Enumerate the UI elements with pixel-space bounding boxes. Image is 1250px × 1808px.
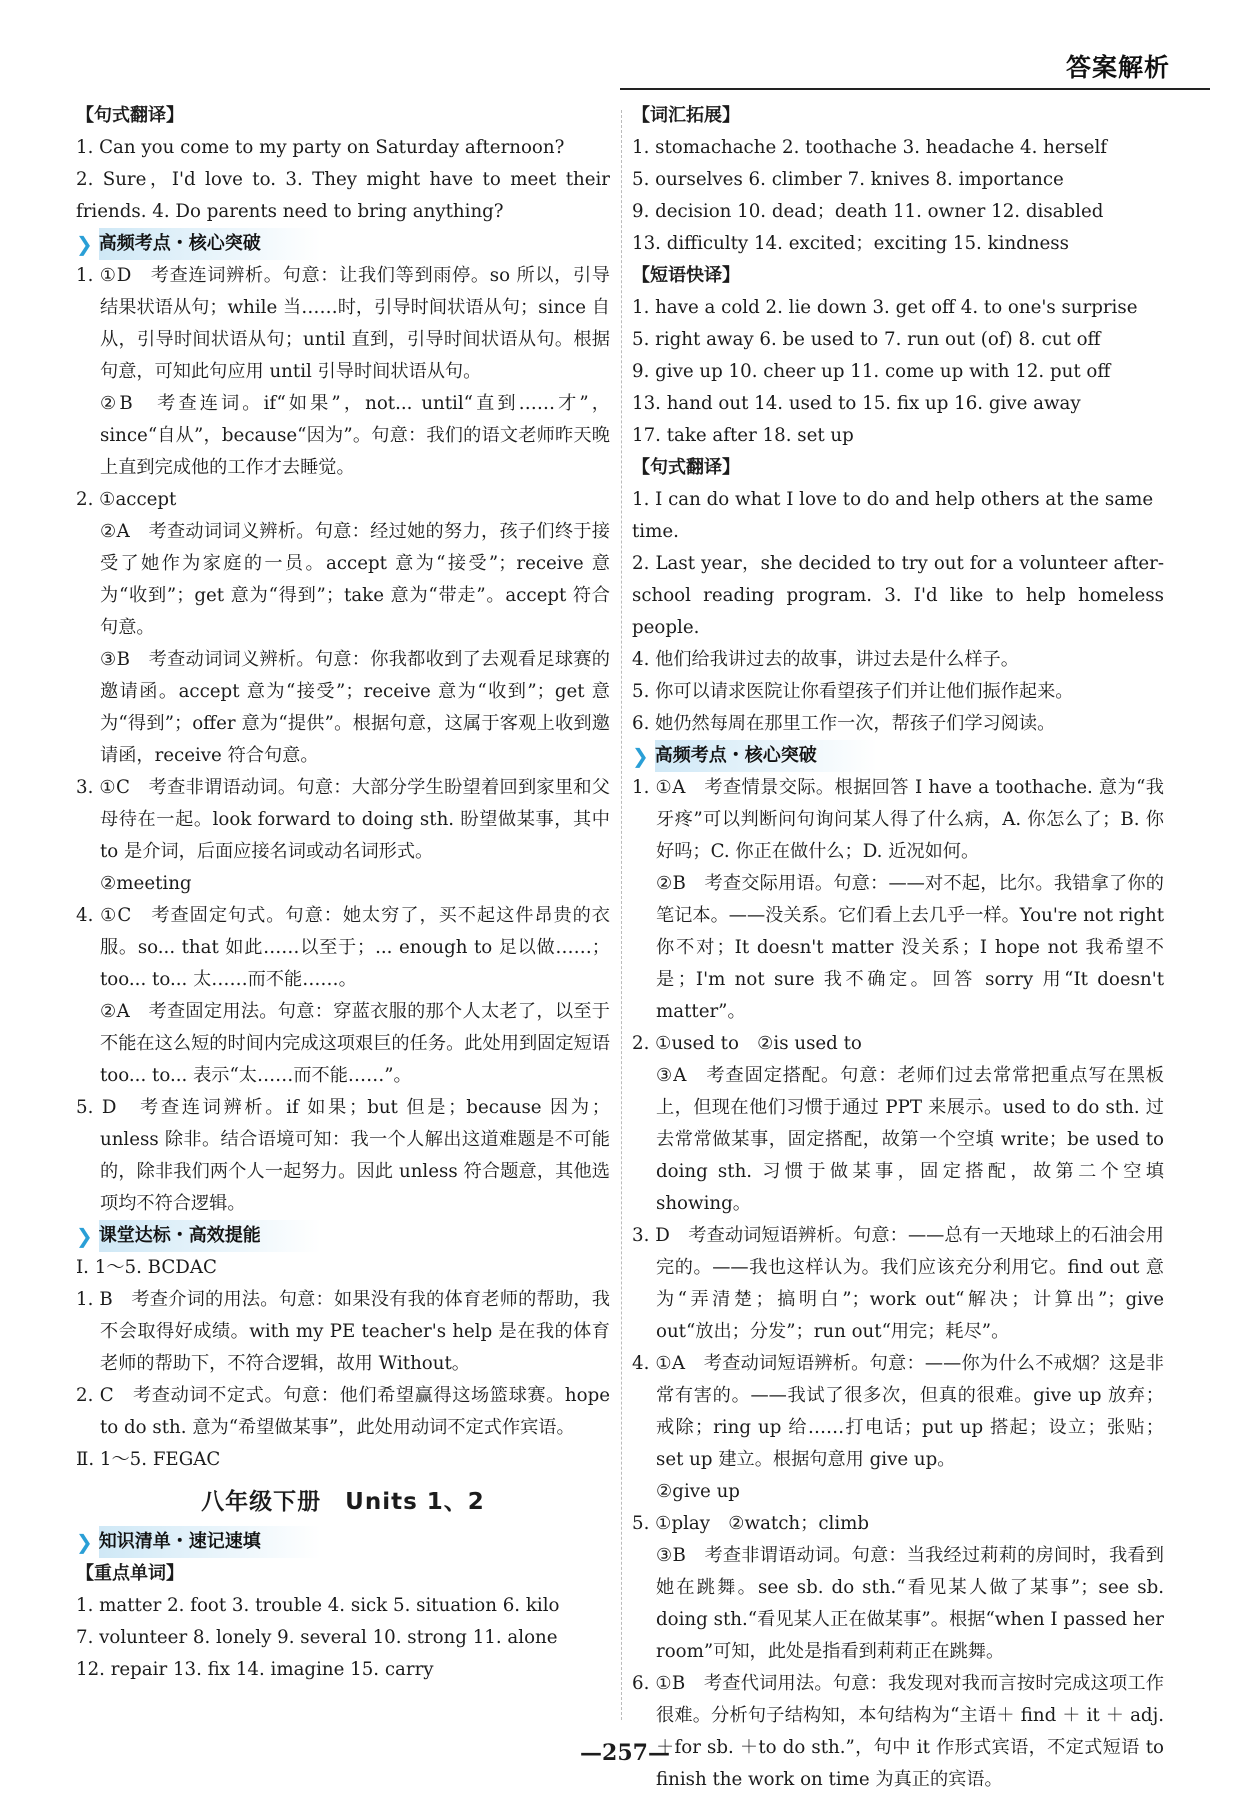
- answer-item: 2. C 考查动词不定式。句意：他们希望赢得这场篮球赛。hope to do sth. 意为“希望做某事”，此处用动词不定式作宾语。: [76, 1385, 610, 1438]
- answer-item: 6. ①B 考查代词用法。句意：我发现对我而言按时完成这项工作很难。分析句子结构知，本句结构为“主语＋ find ＋ it ＋ adj. ＋for sb. ＋to do sth.”，句中 it 作形式宾语，不定式短语 to finish the work on time 为真正的宾语。: [632, 1673, 1164, 1790]
- answer-line: 2. Sure，I'd love to. 3. They might have to meet their friends. 4. Do parents need to bring anything?: [76, 169, 610, 222]
- answer-item: ③A 考查固定搭配。句意：老师们过去常常把重点写在黑板上，但现在他们习惯于通过 PPT 来展示。used to do sth. 过去常常做某事，固定搭配，故第一个空填 write；be used to doing sth. 习惯于做某事，固定搭配，故第二个空填 showing。: [656, 1065, 1164, 1214]
- answer-line: 9. decision 10. dead；death 11. owner 12. disabled: [632, 201, 1104, 222]
- chevron-right-icon: ❯: [76, 1530, 93, 1554]
- answer-line: 17. take after 18. set up: [632, 425, 854, 446]
- answer-line: 4. 他们给我讲过去的故事，讲过去是什么样子。: [632, 649, 1019, 670]
- answer-line: 1. matter 2. foot 3. trouble 4. sick 5. situation 6. kilo: [76, 1595, 560, 1616]
- chevron-right-icon: ❯: [632, 744, 649, 768]
- answer-line: 12. repair 13. fix 14. imagine 15. carry: [76, 1659, 434, 1680]
- answer-line: 5. right away 6. be used to 7. run out (of) 8. cut off: [632, 329, 1101, 350]
- answer-line: 9. give up 10. cheer up 11. come up with 12. put off: [632, 361, 1111, 382]
- answer-item: 5. D 考查连词辨析。if 如果；but 但是；because 因为；unless 除非。结合语境可知：我一个人解出这道难题是不可能的，除非我们两个人一起努力。因此 unless 符合题意，其他选项均不符合逻辑。: [76, 1097, 610, 1214]
- left-column: [76, 100, 610, 1686]
- answer-item: 5. ①play ②watch；climb: [632, 1513, 870, 1534]
- answer-item: ②B 考查交际用语。句意：——对不起，比尔。我错拿了你的笔记本。——没关系。它们看上去几乎一样。You're not right 你不对；It doesn't matter 没关系；I hope not 我希望不是；I'm not sure 我不确定。回答 sorry 用“It doesn't matter”。: [656, 873, 1165, 1022]
- banner-key-points: ❯ 高频考点・核心突破: [76, 228, 610, 260]
- banner-classroom-practice: ❯ 课堂达标・高效提能: [76, 1220, 610, 1252]
- answer-line: 13. hand out 14. used to 15. fix up 16. give away: [632, 393, 1081, 414]
- answer-line: 7. volunteer 8. lonely 9. several 10. strong 11. alone: [76, 1627, 558, 1648]
- answer-item: ②meeting: [100, 873, 192, 894]
- answer-item: ②A 考查动词词义辨析。句意：经过她的努力，孩子们终于接受了她作为家庭的一员。accept 意为“接受”；receive 意为“收到”；get 意为“得到”；take 意为“带走”。accept 符合句意。: [100, 521, 610, 638]
- banner-knowledge-list: ❯ 知识清单・速记速填: [76, 1526, 610, 1558]
- heading-phrases: 【短语快译】: [632, 265, 740, 286]
- answer-item: 4. ①A 考查动词短语辨析。句意：——你为什么不戒烟？这是非常有害的。——我试了很多次，但真的很难。give up 放弃；戒除；ring up 给……打电话；put up 搭起；设立；张贴；set up 建立。根据句意用 give up。: [632, 1353, 1164, 1470]
- answer-line: 1. stomachache 2. toothache 3. headache 4. herself: [632, 137, 1107, 158]
- answer-line: 2. Last year，she decided to try out for a volunteer after-school reading program. 3. I'd like to help homeless people.: [632, 553, 1164, 638]
- answer-item: ③B 考查动词词义辨析。句意：你我都收到了去观看足球赛的邀请函。accept 意为“接受”；receive 意为“收到”；get 意为“得到”；offer 意为“提供”。根据句意，这属于客观上收到邀请函，receive 符合句意。: [100, 649, 610, 766]
- header-rule: [620, 88, 1210, 90]
- answer-item: 2. ①accept: [76, 489, 177, 510]
- answer-item: 1. ①A 考查情景交际。根据回答 I have a toothache. 意为“我牙疼”可以判断问句询问某人得了什么病，A. 你怎么了；B. 你好吗；C. 你正在做什么；D. 近况如何。: [632, 777, 1164, 862]
- answer-line: Ⅱ. 1～5. FEGAC: [76, 1449, 221, 1470]
- answer-item: 3. ①C 考查非谓语动词。句意：大部分学生盼望着回到家里和父母待在一起。look forward to doing sth. 盼望做某事，其中 to 是介词，后面应接名词或动名词形式。: [76, 777, 610, 862]
- chevron-right-icon: ❯: [76, 1224, 93, 1248]
- heading-key-words: 【重点单词】: [76, 1563, 184, 1584]
- answer-item: 4. ①C 考查固定句式。句意：她太穷了，买不起这件昂贵的衣服。so... that 如此……以至于；... enough to 足以做……；too... to... 太……而不能……。: [76, 905, 610, 990]
- heading-vocabulary: 【词汇拓展】: [632, 105, 740, 126]
- answer-line: 1. I can do what I love to do and help others at the same time.: [632, 489, 1154, 542]
- answer-line: 5. ourselves 6. climber 7. knives 8. importance: [632, 169, 1064, 190]
- header-title: 答案解析: [1065, 53, 1170, 82]
- answer-item: 2. ①used to ②is used to: [632, 1033, 862, 1054]
- chevron-right-icon: ❯: [76, 232, 93, 256]
- answer-item: ②give up: [656, 1481, 740, 1502]
- section-title: 八年级下册 Units 1、2: [201, 1489, 485, 1515]
- answer-item: 1. B 考查介词的用法。句意：如果没有我的体育老师的帮助，我不会取得好成绩。with my PE teacher's help 是在我的体育老师的帮助下，不符合逻辑，故用 Without。: [76, 1289, 610, 1374]
- answer-line: 1. have a cold 2. lie down 3. get off 4. to one's surprise: [632, 297, 1138, 318]
- answer-item: ②B 考查连词。if“如果”，not... until“直到……才”，since“自从”，because“因为”。句意：我们的语文老师昨天晚上直到完成他的工作才去睡觉。: [100, 393, 610, 478]
- right-column: [632, 100, 1164, 1796]
- answer-item: ③B 考查非谓语动词。句意：当我经过莉莉的房间时，我看到她在跳舞。see sb. do sth.“看见某人做了某事”；see sb. doing sth.“看见某人正在做某事”。根据“when I passed her room”可知，此处是指看到莉莉正在跳舞。: [656, 1545, 1164, 1662]
- answer-line: 1. Can you come to my party on Saturday afternoon?: [76, 137, 565, 158]
- answer-line: 5. 你可以请求医院让你看望孩子们并让他们振作起来。: [632, 681, 1074, 702]
- banner-key-points: ❯ 高频考点・核心突破: [632, 740, 1164, 772]
- heading-sentence-translation: 【句式翻译】: [632, 457, 740, 478]
- answer-line: Ⅰ. 1～5. BCDAC: [76, 1257, 217, 1278]
- column-divider: [621, 110, 622, 1720]
- page-number: —257—: [580, 1740, 670, 1766]
- answer-item: ②A 考查固定用法。句意：穿蓝衣服的那个人太老了，以至于不能在这么短的时间内完成这项艰巨的任务。此处用到固定短语 too... to... 表示“太……而不能……”。: [100, 1001, 610, 1086]
- answer-line: 6. 她仍然每周在那里工作一次，帮孩子们学习阅读。: [632, 713, 1056, 734]
- heading-sentence-translation: 【句式翻译】: [76, 105, 184, 126]
- answer-item: 3. D 考查动词短语辨析。句意：——总有一天地球上的石油会用完的。——我也这样认为。我们应该充分利用它。find out 意为“弄清楚；搞明白”；work out“解决；计算出”；give out“放出；分发”；run out“用完；耗尽”。: [632, 1225, 1164, 1342]
- answer-item: 1. ①D 考查连词辨析。句意：让我们等到雨停。so 所以，引导结果状语从句；while 当……时，引导时间状语从句；since 自从，引导时间状语从句；until 直到，引导时间状语从句。根据句意，可知此句应用 until 引导时间状语从句。: [76, 265, 610, 382]
- answer-line: 13. difficulty 14. excited；exciting 15. kindness: [632, 233, 1069, 254]
